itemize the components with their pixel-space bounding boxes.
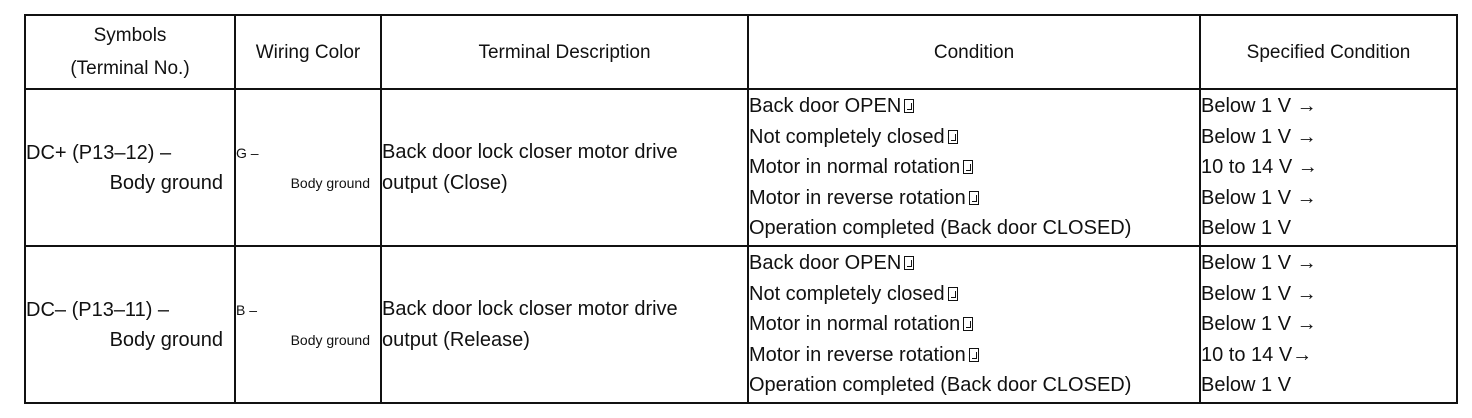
- specified-item: 10 to 14 V →: [1201, 156, 1318, 179]
- specified-condition-cell: [1200, 246, 1457, 403]
- desc-line2: output (Close): [382, 171, 508, 194]
- terminal-description-cell: [381, 246, 748, 403]
- specified-item: 10 to 14 V→: [1201, 343, 1313, 366]
- table-row: [25, 89, 1457, 246]
- check-box-icon: [969, 348, 979, 362]
- condition-item: Motor in reverse rotation: [749, 183, 1199, 214]
- check-box-icon: [963, 317, 973, 331]
- condition-item: Not completely closed: [749, 279, 1199, 310]
- terminal-spec-table: [24, 14, 1458, 404]
- specified-item: Below 1 V →: [1201, 252, 1317, 275]
- symbol-line1: DC+ (P13–12) –: [26, 141, 172, 164]
- condition-cell: [748, 89, 1200, 246]
- symbol-line2: Body ground: [109, 171, 223, 194]
- condition-item: Motor in normal rotation: [749, 309, 1199, 340]
- wiring-line1: B –: [236, 301, 258, 318]
- specified-item: Below 1 V →: [1201, 125, 1317, 148]
- specified-item: Below 1 V →: [1201, 95, 1317, 118]
- header-wiring-color: Wiring Color: [235, 15, 381, 89]
- condition-item: Back door OPEN: [749, 248, 1199, 279]
- condition-item: Motor in normal rotation: [749, 152, 1199, 183]
- specified-item: Below 1 V →: [1201, 313, 1317, 336]
- header-condition: Condition: [748, 15, 1200, 89]
- check-box-icon: [969, 191, 979, 205]
- condition-item: Operation completed (Back door CLOSED): [749, 374, 1132, 397]
- symbol-line2: Body ground: [109, 328, 223, 351]
- specified-item: Below 1 V →: [1201, 282, 1317, 305]
- specified-item: Below 1 V: [1201, 217, 1292, 240]
- header-symbols-line2: (Terminal No.): [70, 58, 190, 79]
- wiring-color-cell: [235, 89, 381, 246]
- wiring-color-cell: [235, 246, 381, 403]
- header-symbols: [25, 15, 235, 89]
- wiring-line1: G –: [236, 144, 259, 161]
- header-specified-condition: Specified Condition: [1200, 15, 1457, 89]
- table-row: [25, 246, 1457, 403]
- header-symbols-line1: Symbols: [93, 25, 167, 46]
- desc-line1: Back door lock closer motor drive: [382, 140, 678, 163]
- check-box-icon: [963, 160, 973, 174]
- desc-line1: Back door lock closer motor drive: [382, 297, 678, 320]
- terminal-description-cell: [381, 89, 748, 246]
- condition-item: Back door OPEN: [749, 91, 1199, 122]
- check-box-icon: [904, 256, 914, 270]
- condition-item: Operation completed (Back door CLOSED): [749, 217, 1132, 240]
- symbol-cell: [25, 246, 235, 403]
- check-box-icon: [904, 99, 914, 113]
- wiring-line2: Body ground: [290, 174, 370, 191]
- symbol-line1: DC– (P13–11) –: [26, 298, 170, 321]
- condition-item: Not completely closed: [749, 122, 1199, 153]
- table-header-row: [25, 15, 1457, 89]
- symbol-cell: [25, 89, 235, 246]
- specified-item: Below 1 V →: [1201, 186, 1317, 209]
- condition-cell: [748, 246, 1200, 403]
- specified-condition-cell: [1200, 89, 1457, 246]
- header-terminal-description: Terminal Description: [381, 15, 748, 89]
- check-box-icon: [948, 130, 958, 144]
- desc-line2: output (Release): [382, 328, 530, 351]
- specified-item: Below 1 V: [1201, 374, 1292, 397]
- check-box-icon: [948, 287, 958, 301]
- wiring-line2: Body ground: [290, 331, 370, 348]
- condition-item: Motor in reverse rotation: [749, 340, 1199, 371]
